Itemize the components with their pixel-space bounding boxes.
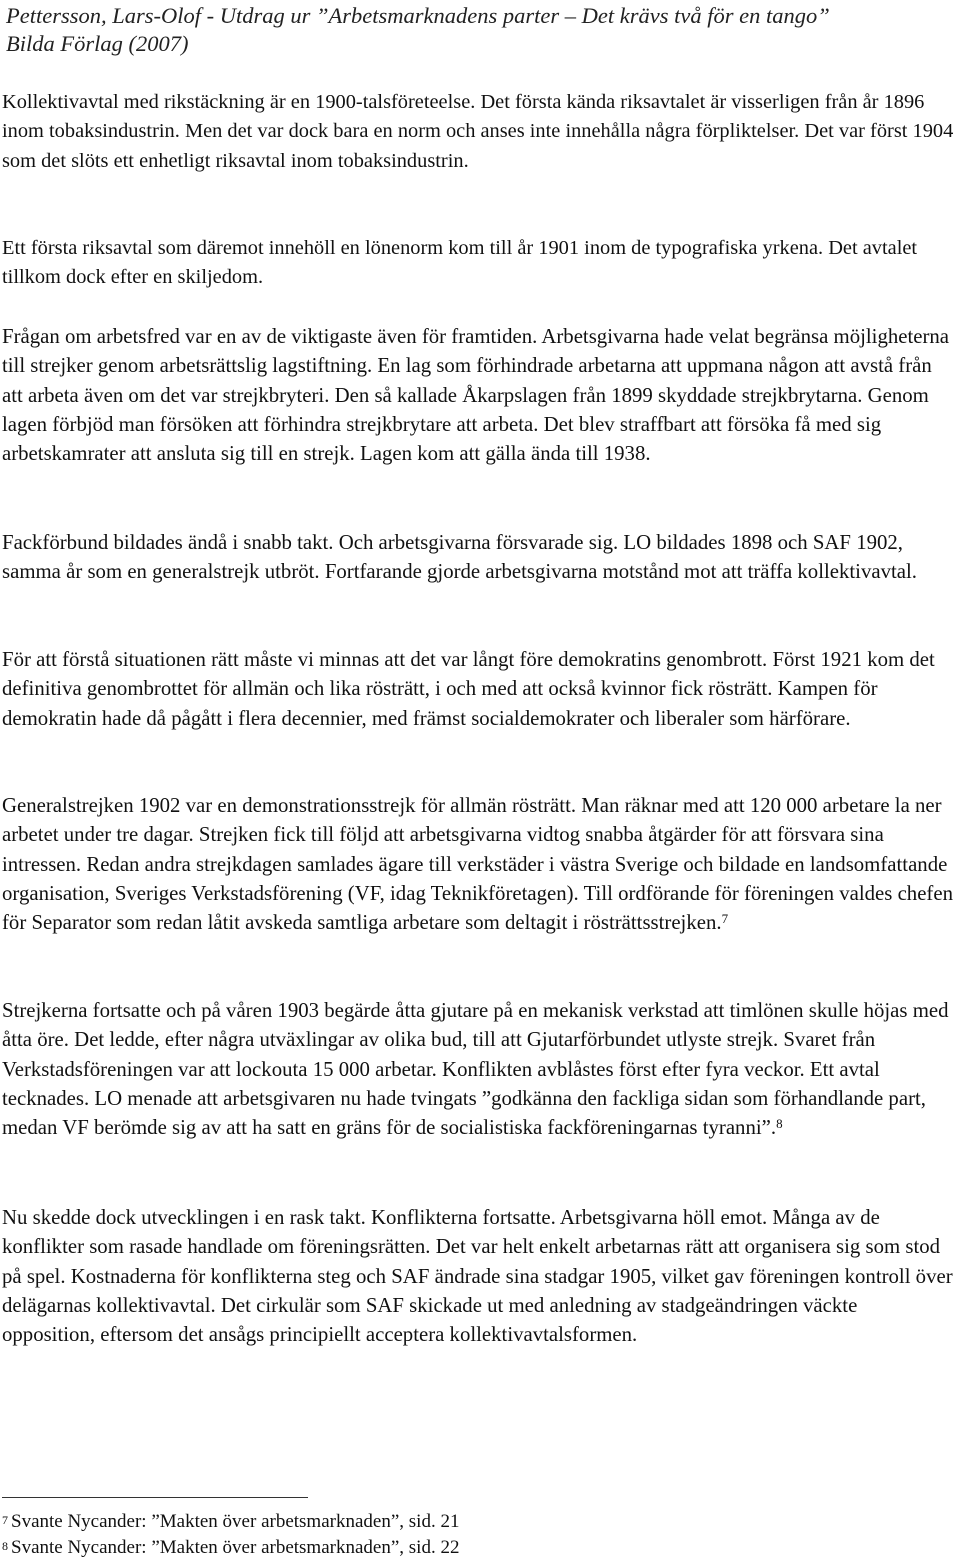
paragraph: Kollektivavtal med rikstäckning är en 1900-talsföreteelse. Det första kända riksavtalet är visserligen från år 1896 inom tobaksindustrin. Men det var dock bara en norm och anses inte innehålla några förpliktelser. Det var först 1904 som det slöts ett enhetligt riksavtal inom tobaksindustrin. — [2, 91, 954, 172]
footnotes — [2, 1509, 459, 1561]
footnote-number: 8 — [2, 1539, 8, 1553]
footnote — [2, 1535, 459, 1561]
footnote — [2, 1509, 459, 1535]
paragraph: Ett första riksavtal som däremot innehöll en lönenorm kom till år 1901 inom de typografiska yrkena. Det avtalet tillkom dock efter en skiljedom. — [2, 237, 918, 289]
header-publisher: Bilda Förlag (2007) — [6, 31, 189, 56]
page-header — [6, 2, 830, 58]
footnote-divider — [2, 1497, 308, 1498]
paragraph: Fackförbund bildades ändå i snabb takt. Och arbetsgivarna försvarade sig. LO bildades 1898 och SAF 1902, samma år som en generalstrejk utbröt. Fortfarande gjorde arbetsgivarna motstånd mot att träffa kollektivavtal. — [2, 531, 917, 584]
paragraph: För att förstå situationen rätt måste vi minnas att det var långt före demokratins genombrott. Först 1921 kom det definitiva genombrottet för allmän och lika rösträtt, i och med att också kvinnor fick rösträtt. Kampen för demokratin hade då pågått i flera decennier, med främst socialdemokrater och liberaler som härförare. — [2, 648, 935, 730]
footnote-reference[interactable]: 7 — [721, 911, 729, 927]
footnote-reference[interactable]: 8 — [776, 1116, 783, 1132]
header-citation: Pettersson, Lars-Olof - Utdrag ur ”Arbetsmarknadens parter – Det krävs två för en tango” — [6, 3, 830, 28]
paragraph — [2, 791, 954, 937]
paragraph — [2, 996, 954, 1142]
footnote-text: Svante Nycander: ”Makten över arbetsmarknaden”, sid. 22 — [11, 1537, 460, 1558]
paragraph-text: Strejkerna fortsatte och på våren 1903 begärde åtta gjutare på en mekanisk verkstad att timlönen skulle höjas med åtta öre. Det ledde, efter några utväxlingar av olika bud, till att Gjutarförbundet utlyste strejk. Svaret från Verkstadsföreningen var att lockouta 15 000 arbetar. Konflikten avblåstes först efter fyra veckor. Ett avtal tecknades. LO menade att arbetsgivaren nu hade tvingats ”godkänna den fackliga sidan som förhandlande part, medan VF berömde sig av att ha satt en gräns för de socialistiska fackföreningarnas tyranni”. — [2, 999, 949, 1140]
paragraph: Nu skedde dock utvecklingen i en rask takt. Konflikterna fortsatte. Arbetsgivarna höll emot. Många av de konflikter som rasade handlade om föreningsrätten. Det var helt enkelt arbetarnas rätt att organisera sig som stod på spel. Kostnaderna för konflikterna steg och SAF ändrade sina stadgar 1905, vilket gav föreningen kontroll över delägarnas kollektivavtal. Det cirkulär som SAF skickade ut med anledning av stadgeändringen väckte opposition, eftersom det ansågs principiellt acceptera kollektivavtalsformen. — [2, 1206, 953, 1347]
footnote-text: Svante Nycander: ”Makten över arbetsmarknaden”, sid. 21 — [11, 1511, 460, 1532]
paragraph: Frågan om arbetsfred var en av de viktigaste även för framtiden. Arbetsgivarna hade velat begränsa möjligheterna till strejker genom arbetsrättslig lagstiftning. En lag som förhindrade arbetarna att uppmana någon att avstå från att arbeta även om det var strejkbryteri. Den så kallade Åkarpslagen från 1899 skyddade strejkbrytarna. Genom lagen förbjöd man försöken att förhindra strejkbrytare att arbeta. Det blev straffbart att försöka få med sig arbetskamrater att ansluta sig till en strejk. Lagen kom att gälla ända till 1938. — [2, 325, 950, 466]
footnote-number: 7 — [2, 1513, 8, 1527]
paragraph-text: Generalstrejken 1902 var en demonstrationsstrejk för allmän rösträtt. Man räknar med att 120 000 arbetare la ner arbetet under tre dagar. Strejken fick till följd att arbetsgivarna vidtog snabba åtgärder för att försvara sina intressen. Redan andra strejkdagen samlades ägare till verkstäder i västra Sverige och bildade en landsomfattande organisation, Sveriges Verkstadsförening (VF, idag Teknikföretagen). Till ordförande för föreningen valdes chefen för Separator som redan låtit avskeda samtliga arbetare som deltagit i rösträttsstrejken. — [2, 794, 953, 935]
